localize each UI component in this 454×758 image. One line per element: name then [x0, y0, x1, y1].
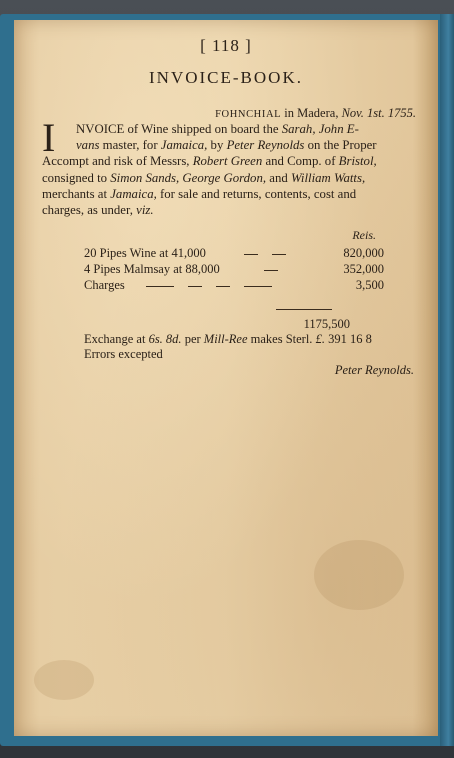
row-description: 20 Pipes Wine at 41,000: [84, 246, 206, 260]
text-run: on the Proper: [304, 138, 377, 153]
text-run: Accompt and risk of Messrs,: [42, 154, 193, 169]
text-run: and Comp. of: [262, 154, 339, 169]
paragraph-line: [42, 186, 418, 202]
invoice-table: [84, 228, 384, 294]
text-run: NVOICE of Wine shipped on board the: [76, 122, 282, 136]
text-run-italic: Robert Green: [192, 154, 263, 169]
text-run: per: [181, 332, 204, 346]
book-spine: [440, 14, 454, 746]
dateline: [215, 106, 416, 121]
paragraph-line: [42, 170, 418, 186]
text-run-italic: Peter Reynolds: [226, 138, 305, 153]
paragraph-line: [42, 153, 418, 169]
text-run-italic: William Watts,: [290, 170, 366, 185]
signature: Peter Reynolds.: [334, 363, 414, 377]
paragraph-line: [76, 121, 418, 137]
sterling-amount: 391 16 8: [324, 332, 372, 346]
table-row: [84, 278, 384, 294]
text-run: master, for: [99, 138, 161, 153]
book-page: [14, 20, 438, 736]
currency-header: Reis.: [352, 228, 376, 242]
page-stain: [314, 540, 404, 610]
running-head: INVOICE-BOOK.: [149, 68, 303, 87]
paragraph-line: [42, 202, 418, 218]
page-stain: [34, 660, 94, 700]
text-run: consigned to: [42, 170, 111, 185]
text-run-italic: Bristol,: [338, 154, 377, 169]
leader-dash: [146, 286, 174, 287]
sum-rule: [276, 309, 332, 310]
text-run: makes Sterl.: [247, 332, 316, 346]
exchange-line: [84, 332, 428, 347]
table-row: [84, 246, 384, 262]
row-amount: 3,500: [355, 278, 384, 292]
leader-dash: [264, 270, 278, 271]
text-run: by: [207, 138, 227, 153]
pound-sign: £.: [315, 332, 325, 346]
leader-dash: [188, 286, 202, 287]
text-run: for sale and returns, contents, cost and: [156, 186, 357, 201]
row-amount: 820,000: [343, 246, 384, 260]
text-run: and: [266, 170, 291, 185]
text-run: charges, as under,: [42, 203, 137, 218]
errors-excepted: Errors excepted: [84, 347, 163, 361]
invoice-total: 1175,500: [303, 317, 350, 331]
text-run: Exchange at: [84, 332, 149, 346]
text-run-italic: Sarah, John E-: [281, 122, 359, 136]
page-number: [ 118 ]: [200, 36, 252, 55]
row-description: 4 Pipes Malmsay at 88,000: [84, 262, 220, 276]
text-run-italic: viz.: [136, 203, 154, 218]
dateline-date: Nov. 1st. 1755.: [341, 106, 416, 120]
row-description: Charges: [84, 278, 125, 292]
text-run-italic: Simon Sands, George Gordon,: [110, 170, 267, 185]
leader-dash: [216, 286, 230, 287]
leader-dash: [272, 254, 286, 255]
leader-dash: [244, 286, 272, 287]
text-run-italic: Jamaica,: [110, 186, 157, 201]
text-run-italic: Jamaica,: [160, 138, 208, 153]
exchange-unit: Mill-Ree: [203, 332, 248, 346]
paragraph-line: [76, 137, 418, 153]
text-run: merchants at: [42, 186, 111, 201]
dateline-connector: in Madera,: [284, 106, 339, 120]
dateline-place: FOHNCHIAL: [215, 109, 282, 120]
leader-dash: [244, 254, 258, 255]
drop-cap: I: [42, 115, 56, 160]
invoice-paragraph: [42, 121, 418, 218]
exchange-rate: 6s. 8d.: [148, 332, 182, 346]
text-run-italic: vans: [76, 138, 100, 153]
row-amount: 352,000: [343, 262, 384, 276]
table-row: [84, 262, 384, 278]
